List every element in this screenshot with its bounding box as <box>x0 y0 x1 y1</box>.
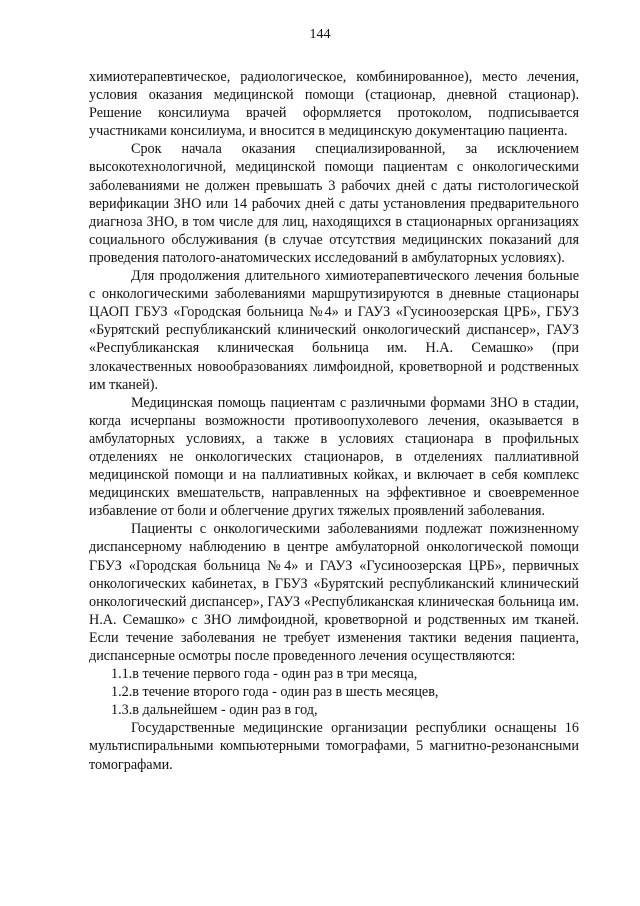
list-item-second-year: 1.2.в течение второго года - один раз в шесть месяцев, <box>111 684 439 701</box>
list-item-later: 1.3.в дальнейшем - один раз в год, <box>111 702 318 719</box>
paragraph-day-hospital-routing: Для продолжения длительного химиотерапевтического лечения больные с онкологическими заболеваниями маршрутизируются в дневные стационары ЦАОП ГБУЗ «Городская больница №4» и ГАУЗ «Гусиноозерская ЦРБ», ГБУЗ «Бурятский республиканский клинический онкологический диспансер», ГАУЗ «Республиканская клиническая больница им. Н.А. Семашко» (при злокачественных новообразованиях лимфоидной, кроветворной и родственных им тканей). <box>89 268 579 393</box>
document-body <box>89 68 579 774</box>
paragraph-equipment: Государственные медицинские организации республики оснащены 16 мультиспиральными компьютерными томографами, 5 магнитно-резонансными томографами. <box>89 720 579 773</box>
page-number: 144 <box>309 27 331 42</box>
paragraph-continuation: химиотерапевтическое, радиологическое, комбинированное), место лечения, условия оказания медицинской помощи (стационар, дневной стационар). Решение консилиума врачей оформляется протоколом, подписывается участниками консилиума, и вносится в медицинскую документацию пациента. <box>89 69 579 140</box>
paragraph-palliative-care: Медицинская помощь пациентам с различными формами ЗНО в стадии, когда исчерпаны возможности противоопухолевого лечения, оказывается в амбулаторных условиях, а также в условиях стационара в профильных отделениях не онкологических стационаров, в отделениях паллиативной медицинской помощи и на паллиативных койках, и включает в себя комплекс медицинских вмешательств, направленных на эффективное и своевременное избавление от боли и облегчение других тяжелых проявлений заболевания. <box>89 394 579 520</box>
paragraph-dispensary-observation: Пациенты с онкологическими заболеваниями подлежат пожизненному диспансерному наблюдению в центре амбулаторной онкологической помощи ГБУЗ «Городская больница №4» и ГАУЗ «Гусиноозерская ЦРБ», первичных онкологических кабинетах, в ГБУЗ «Бурятский республиканский клинический онкологический диспансер», ГАУЗ «Республиканская клиническая больница им. Н.А. Семашко» с ЗНО лимфоидной, кроветворной и родственных им тканей. Если течение заболевания не требует изменения тактики ведения пациента, диспансерные осмотры после проведенного лечения осуществляются: <box>89 521 579 664</box>
paragraph-treatment-start-deadline: Срок начала оказания специализированной, за исключением высокотехнологичной, медицинской помощи пациентам с онкологическими заболеваниями не должен превышать 3 рабочих дней с даты гистологической верификации ЗНО или 14 рабочих дней с даты установления предварительного диагноза ЗНО, в том числе для лиц, находящихся в стационарных организациях социального обслуживания (в случае отсутствия медицинских показаний для проведения патолого-анатомических исследований в амбулаторных условиях). <box>89 141 579 266</box>
list-item-first-year: 1.1.в течение первого года - один раз в три месяца, <box>111 666 418 683</box>
